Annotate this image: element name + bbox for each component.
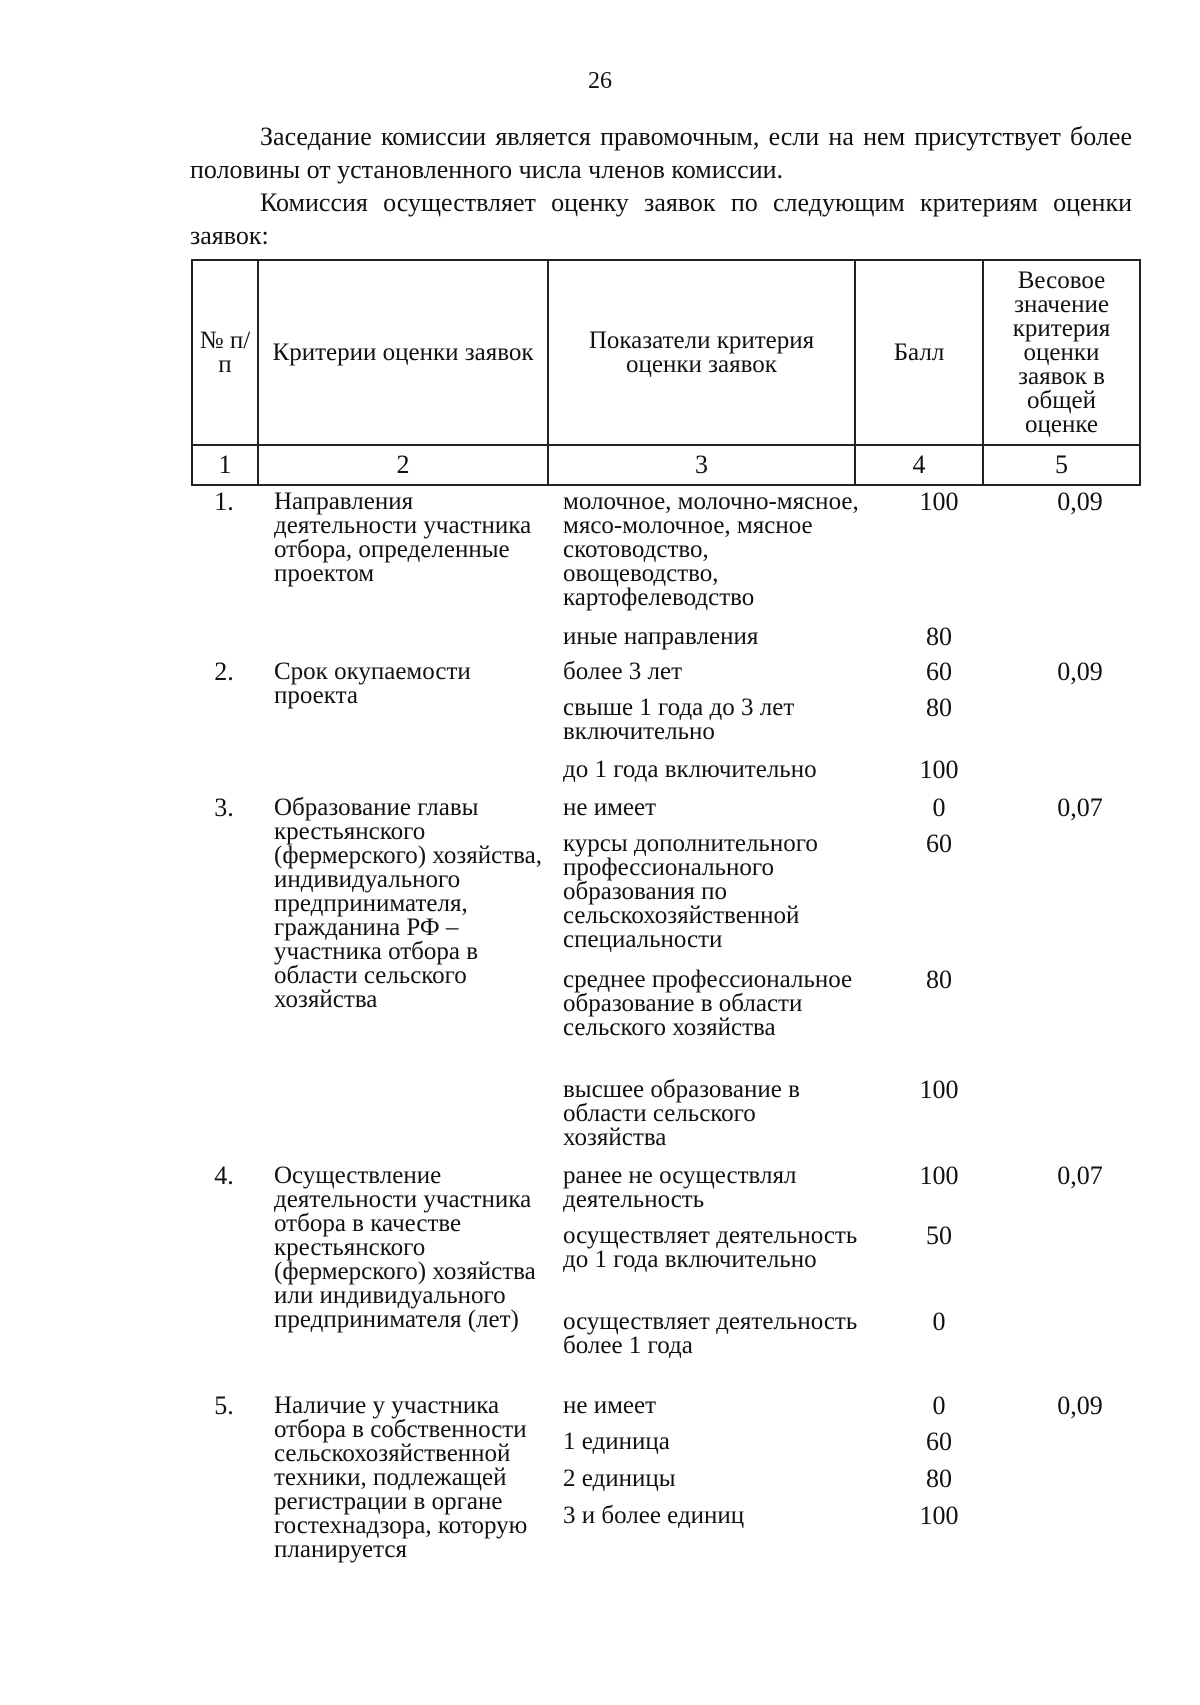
score-value: 0 [932,1391,946,1420]
indicator-text: 2 единицы [563,1465,676,1492]
intro-paragraph-1 [190,120,1132,186]
indicator-text: иные направления [563,623,759,650]
score-value: 80 [926,965,952,994]
score-value: 80 [926,693,952,722]
criterion-text: Осуществление деятельности участника отбора в качестве крестьянского (фермерского) хозяйства или индивидуального предпринимателя (лет) [274,1162,536,1333]
score-value: 100 [919,755,959,784]
indicator-text: 1 единица [563,1428,670,1455]
score-value: 80 [926,622,952,651]
indicator-text: молочное, молочно-мясное, мясо-молочное, мясное скотоводство, овощеводство, картофелеводство [563,488,859,611]
header-indicators: Показатели критерия оценки заявок [548,260,855,445]
row-number: 3. [214,793,234,822]
header-score: Балл [855,260,983,445]
score-value: 0 [932,1307,946,1336]
criterion-text: Наличие у участника отбора в собственности сельскохозяйственной техники, подлежащей регистрации в органе гостехнадзора, которую планируется [274,1392,528,1563]
score-value: 100 [919,1501,959,1530]
column-number: 1 [192,445,258,485]
intro-paragraph-2 [190,186,1132,252]
score-value: 100 [919,1161,959,1190]
row-number: 2. [214,657,234,686]
indicator-text: среднее профессиональное образование в области сельского хозяйства [563,966,853,1041]
indicator-text: не имеет [563,794,657,821]
weight-value: 0,07 [1057,1161,1103,1190]
score-value: 80 [926,1464,952,1493]
criterion-text: Образование главы крестьянского (фермерского) хозяйства, индивидуального предпринимателя, гражданина РФ – участника отбора в области сельского хозяйства [274,794,542,1013]
column-number: 5 [983,445,1140,485]
page-number: 26 [588,68,612,94]
indicator-text: высшее образование в области сельского хозяйства [563,1076,800,1151]
criterion-text: Срок окупаемости проекта [274,658,471,709]
criterion-text: Направления деятельности участника отбора, определенные проектом [274,488,532,587]
indicator-text: 3 и более единиц [563,1502,745,1529]
weight-value: 0,09 [1057,1391,1103,1420]
row-number: 4. [214,1161,234,1190]
header-weight: Весовое значение критерия оценки заявок в общей оценке [983,260,1140,445]
column-number: 3 [548,445,855,485]
row-number: 1. [214,487,234,516]
score-value: 60 [926,829,952,858]
indicator-text: ранее не осуществлял деятельность [563,1162,797,1213]
row-number: 5. [214,1391,234,1420]
paragraph-text: Заседание комиссии является правомочным, если на нем присутствует более половины от установленного числа членов комиссии. [190,122,1132,184]
indicator-text: курсы дополнительного профессионального образования по сельскохозяйственной специальности [563,830,818,953]
weight-value: 0,07 [1057,793,1103,822]
score-value: 0 [932,793,946,822]
score-value: 100 [919,487,959,516]
indicator-text: осуществляет деятельность до 1 года включительно [563,1222,858,1273]
column-number: 4 [855,445,983,485]
score-value: 60 [926,657,952,686]
indicator-text: не имеет [563,1392,657,1419]
indicator-text: более 3 лет [563,658,683,685]
score-value: 100 [919,1075,959,1104]
header-number: № п/п [192,260,258,445]
indicator-text: свыше 1 года до 3 лет включительно [563,694,795,745]
paragraph-text: Комиссия осуществляет оценку заявок по следующим критериям оценки заявок: [190,188,1132,250]
indicator-text: осуществляет деятельность более 1 года [563,1308,858,1359]
criteria-table-header [191,259,1141,486]
weight-value: 0,09 [1057,487,1103,516]
weight-value: 0,09 [1057,657,1103,686]
score-value: 50 [926,1221,952,1250]
column-number: 2 [258,445,548,485]
score-value: 60 [926,1427,952,1456]
indicator-text: до 1 года включительно [563,756,817,783]
header-criterion: Критерии оценки заявок [258,260,548,445]
